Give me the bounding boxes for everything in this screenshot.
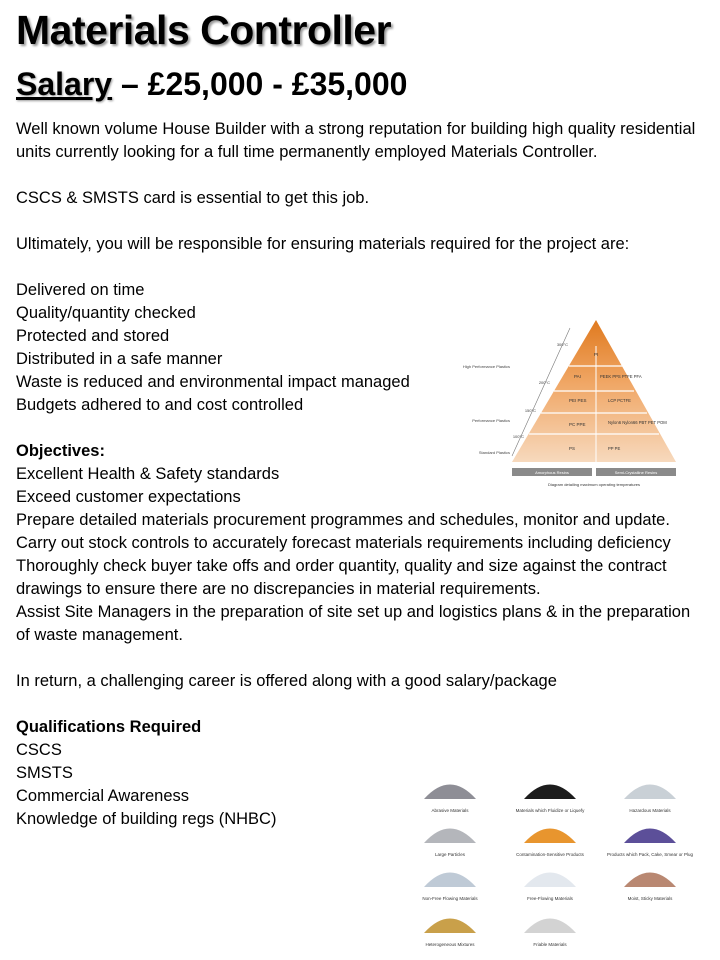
material-pile	[520, 860, 580, 890]
material-pile	[420, 906, 480, 936]
temperature-label: 150°C	[524, 408, 536, 413]
qualifications-heading: Qualifications Required	[16, 718, 202, 736]
tier-semicrystalline-label: PEEK PPS PTFE PFA	[600, 374, 642, 379]
material-pile	[420, 816, 480, 846]
salary-label: Salary	[16, 66, 113, 102]
objective-item: Carry out stock controls to accurately forecast materials requirements including deficiency	[16, 534, 671, 552]
material-pile	[520, 906, 580, 936]
material-pile	[620, 860, 680, 890]
responsibility-intro: Ultimately, you will be responsible for ensuring materials required for the project are:	[16, 235, 630, 253]
pyramid-top-label: PI	[593, 352, 599, 357]
page-title: Materials Controller	[16, 7, 392, 53]
material-label: Products which Pack, Cake, Smear or Plug	[606, 852, 694, 857]
responsibility-item: Distributed in a safe manner	[16, 350, 223, 368]
band-label: Performance Plastics	[472, 418, 510, 423]
material-tile	[402, 860, 498, 902]
objectives-heading: Objectives:	[16, 442, 105, 460]
temperature-label: 200°C	[538, 380, 550, 385]
legend-semicrystalline-label: Semi-Crystalline Resins	[614, 470, 658, 475]
material-pile	[620, 772, 680, 802]
material-tile	[602, 816, 698, 858]
material-label: Heterogeneous Mixtures	[425, 942, 475, 947]
tier-semicrystalline-label: LCP PCTFE	[608, 398, 631, 403]
band-label: Standard Plastics	[478, 450, 510, 455]
tier-amorphous-label: PS	[569, 446, 576, 451]
pyramid-caption: Diagram detailing maximum operating temperatures	[547, 482, 641, 487]
objective-item: Exceed customer expectations	[16, 488, 241, 506]
tier-amorphous-label: PC PPE	[569, 422, 586, 427]
material-label: Moist, Sticky Materials	[627, 896, 673, 901]
qualification-item: SMSTS	[16, 764, 73, 782]
material-tile	[602, 860, 698, 902]
responsibility-item: Budgets adhered to and cost controlled	[16, 396, 304, 414]
requirement-paragraph: CSCS & SMSTS card is essential to get this job.	[16, 189, 370, 207]
responsibility-item: Quality/quantity checked	[16, 304, 196, 322]
salary-line	[16, 62, 407, 106]
qualification-item: Knowledge of building regs (NHBC)	[16, 810, 277, 828]
tier-semicrystalline-label: PP PE	[608, 446, 621, 451]
tier-amorphous-label: PEI PES	[569, 398, 587, 403]
material-tile	[502, 860, 598, 902]
salary-range: – £25,000 - £35,000	[112, 66, 408, 102]
material-tile	[502, 816, 598, 858]
material-pile	[520, 816, 580, 846]
responsibility-item: Waste is reduced and environmental impact managed	[16, 373, 410, 391]
material-tile	[402, 772, 498, 814]
band-label: High Performance Plastics	[462, 364, 510, 369]
material-label: Hazardous Materials	[629, 808, 671, 813]
material-label: Large Particles	[434, 852, 465, 857]
return-statement: In return, a challenging career is offered along with a good salary/package	[16, 672, 557, 690]
qualification-item: Commercial Awareness	[16, 787, 190, 805]
qualification-item: CSCS	[16, 741, 62, 759]
bulk-materials-grid	[402, 772, 698, 952]
objective-item: Excellent Health & Safety standards	[16, 465, 280, 483]
material-tile	[402, 816, 498, 858]
legend-amorphous-label: Amorphous Resins	[535, 470, 569, 475]
material-pile	[620, 816, 680, 846]
temperature-label: 100°C	[512, 434, 524, 439]
responsibility-item: Protected and stored	[16, 327, 170, 345]
temperature-label: 300°C	[556, 342, 568, 347]
material-tile	[402, 906, 498, 948]
objective-item: Assist Site Managers in the preparation of site set up and logistics plans & in the preparation of waste management.	[16, 603, 691, 644]
tier-semicrystalline-label: Nylon6 Nylon66 PBT PET POM	[608, 420, 667, 425]
material-pile	[520, 772, 580, 802]
responsibility-item: Delivered on time	[16, 281, 145, 299]
material-pile	[420, 860, 480, 890]
material-pile	[420, 772, 480, 802]
intro-paragraph: Well known volume House Builder with a strong reputation for building high quality residential units currently looking for a full time permanently employed Materials Controller.	[16, 120, 696, 161]
objective-item: Thoroughly check buyer take offs and order quantity, quality and size against the contract drawings to ensure there are no discrepancies in material requirements.	[16, 557, 667, 598]
material-tile	[502, 906, 598, 948]
material-tile	[602, 772, 698, 814]
material-label: Materials which Fluidize or Liquefy	[515, 808, 585, 813]
material-tile	[502, 772, 598, 814]
tier-amorphous-label: PAI	[574, 374, 581, 379]
material-label: Abrasive Materials	[431, 808, 469, 813]
material-label: Non-Free Flowing Materials	[422, 896, 478, 901]
objective-item: Prepare detailed materials procurement programmes and schedules, monitor and update.	[16, 511, 670, 529]
material-label: Friable Materials	[533, 942, 567, 947]
material-label: Free-Flowing Materials	[527, 896, 573, 901]
material-label: Contamination-Sensitive Products	[516, 852, 584, 857]
plastics-pyramid-diagram	[462, 316, 690, 492]
